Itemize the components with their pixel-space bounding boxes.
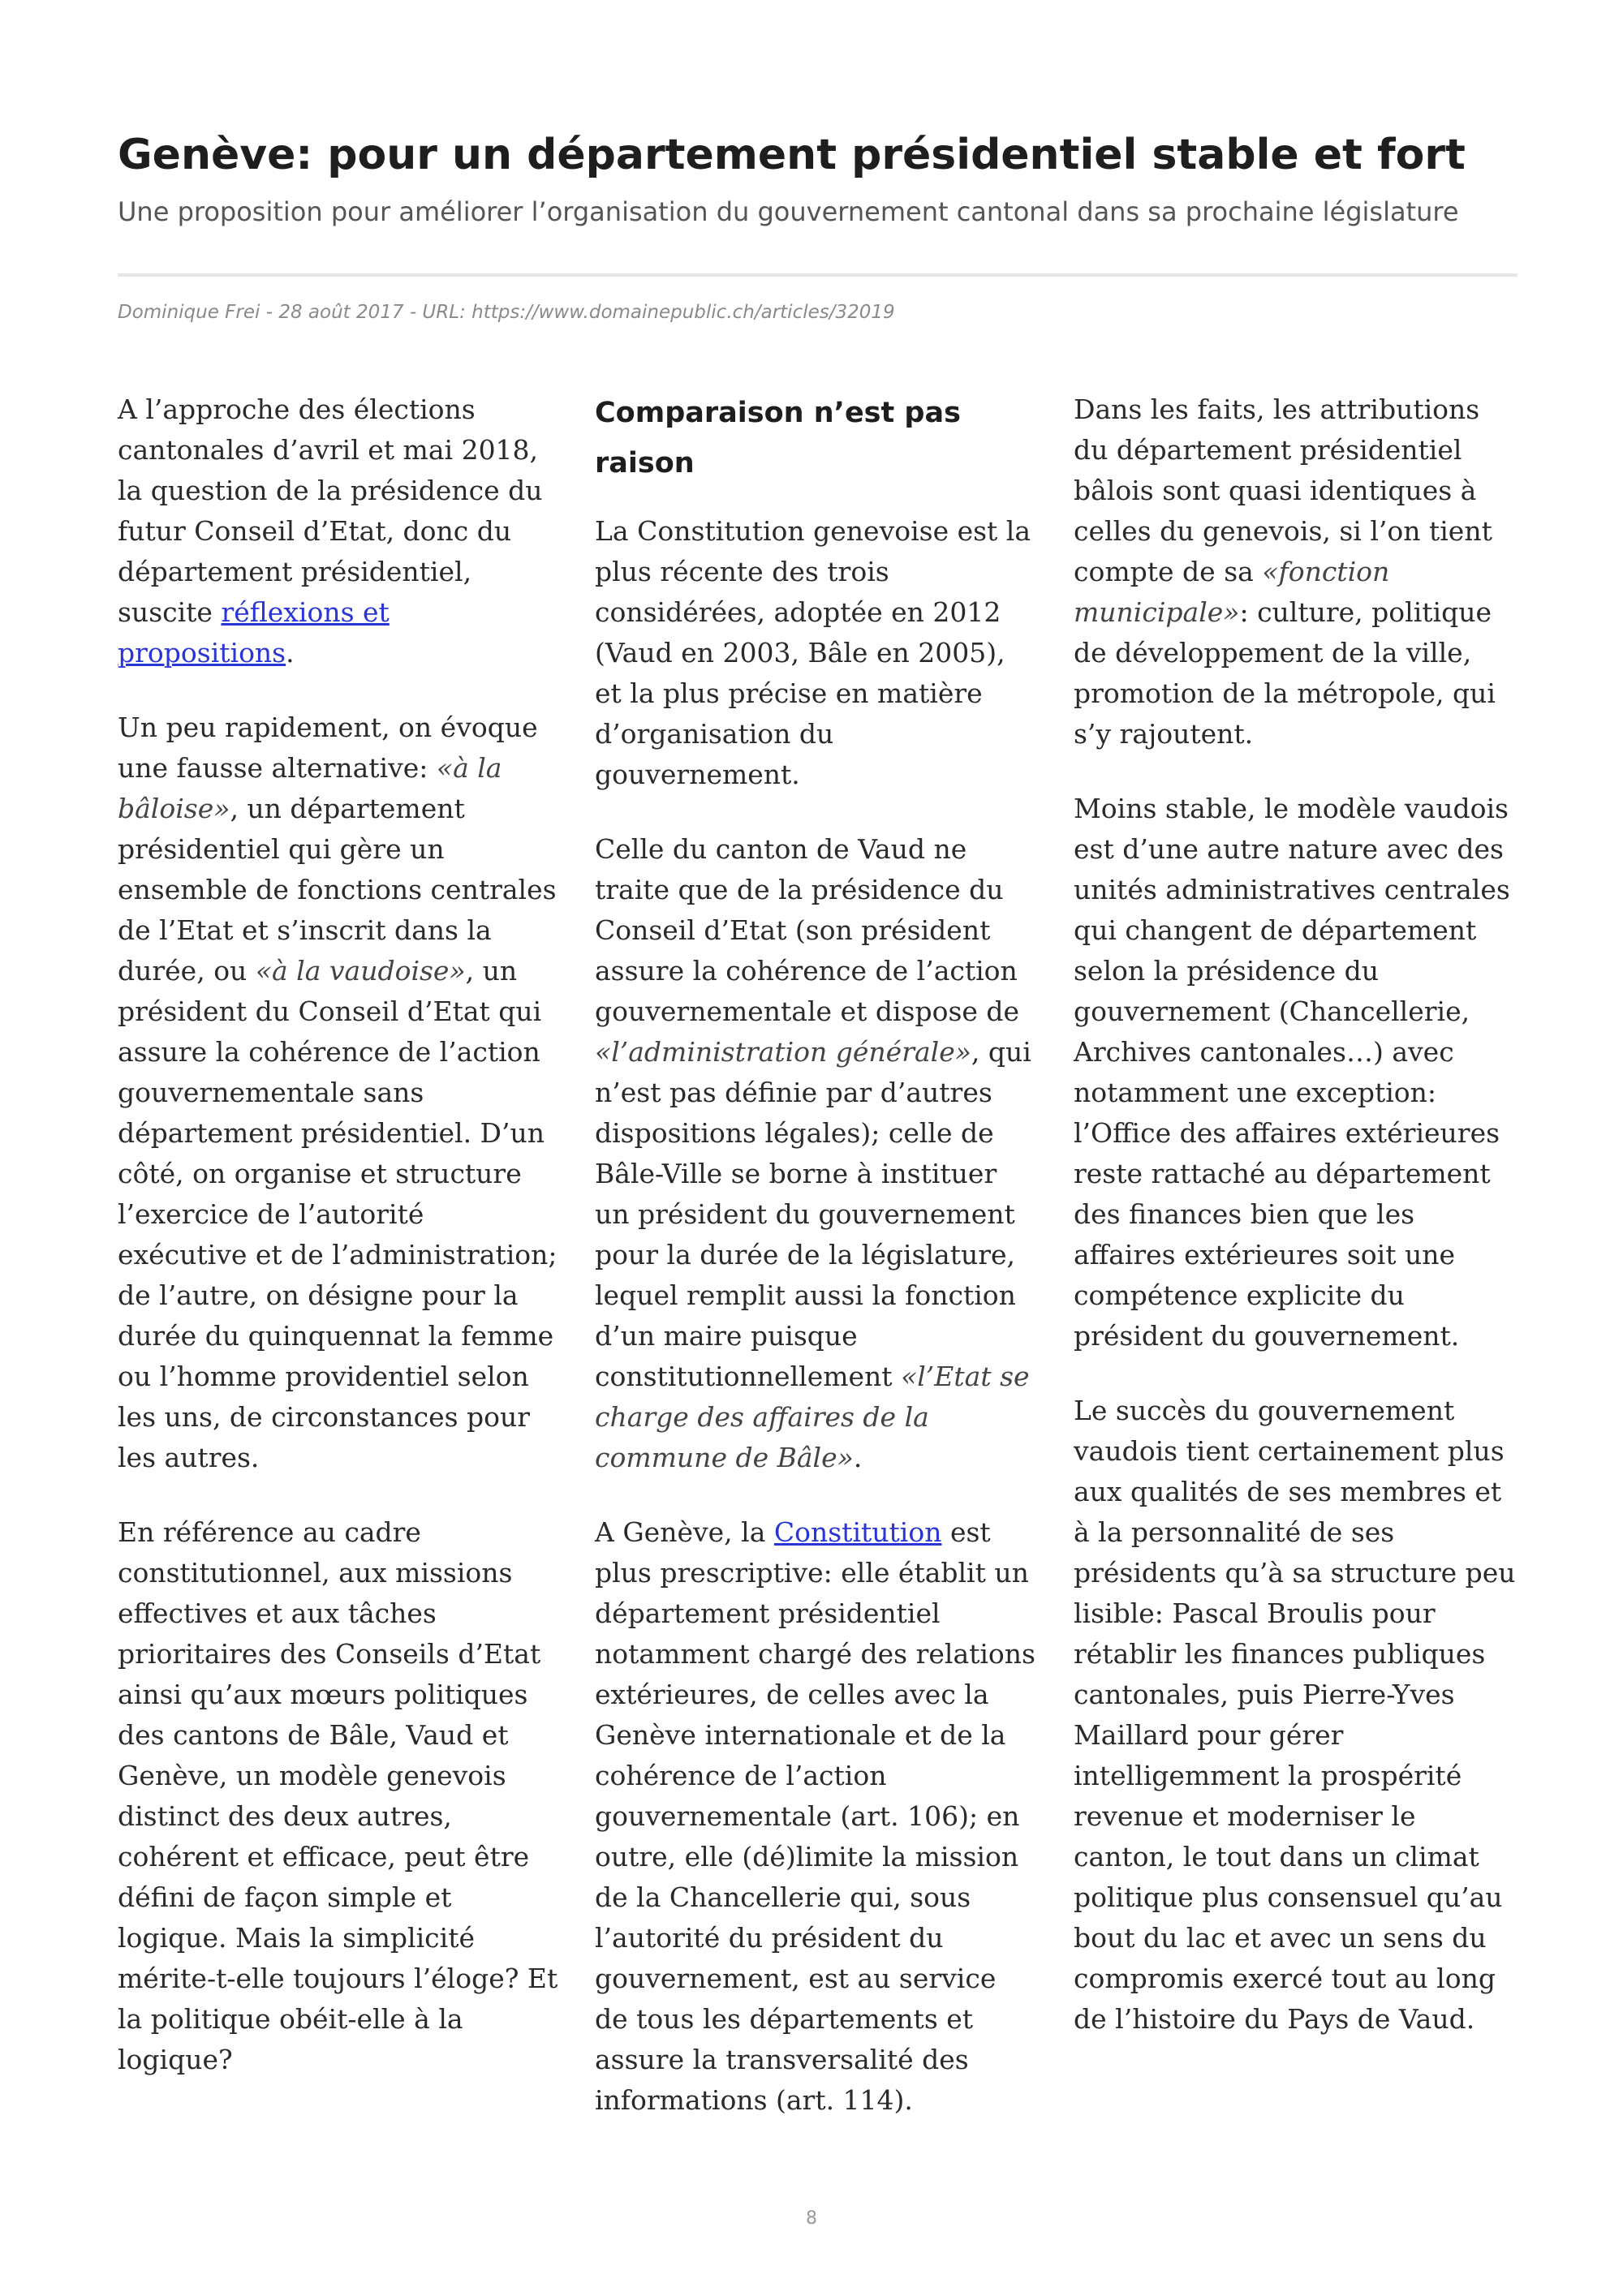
paragraph [595,1512,1037,2121]
text-run: , un président du Conseil d’Etat qui assure la cohérence de l’action gouvernementale sans département présidentiel. D’un côté, on organise et structure l’exercice de l’autorité exécutive et de l’administration; de l’autre, on désigne pour la durée du quinquennat la femme ou l’homme providentiel selon les uns, de circonstances pour les autres. [118,955,558,1473]
text-run: . [853,1442,863,1473]
text-run: A l’approche des élections cantonales d’avril et mai 2018, la question de la présidence du futur Conseil d’Etat, donc du département présidentiel, suscite [118,393,543,628]
text-run: . [286,637,295,669]
article-header [118,130,1518,227]
paragraph: Le succès du gouvernement vaudois tient certainement plus aux qualités de ses membres et à la personnalité de ses présidents qu’à sa structure peu lisible: Pascal Broulis pour rétablir les finances publiques cantonales, puis Pierre-Yves Maillard pour gérer intelligemment la prospérité revenue et moderniser le canton, le tout dans un climat politique plus consensuel qu’au bout du lac et avec un sens du compromis exercé tout au long de l’histoire du Pays de Vaud. [1074,1395,1516,2035]
text-run: : culture, politique de développement de la ville, promotion de la métropole, qui s’y rajoutent. [1074,596,1496,750]
link-reflexions-propositions[interactable]: réflexions et propositions [118,596,390,669]
section-heading: Comparaison n’est pas raison [595,397,961,479]
text-run: , qui n’est pas définie par d’autres dispositions légales); celle de Bâle-Ville se borne à instituer un président du gouvernement pour la durée de la législature, lequel remplit aussi la fonction d’un maire puisque constitutionnellement [595,1036,1031,1392]
italic-quote: «à la bâloise» [118,752,502,824]
article-title: Genève: pour un département présidentiel stable et fort [118,131,1466,179]
text-run: Un peu rapidement, on évoque une fausse alternative: [118,712,538,784]
paragraph: La Constitution genevoise est la plus récente des trois considérées, adoptée en 2012 (Vaud en 2003, Bâle en 2005), et la plus précise en matière d’organisation du gouvernement. [595,515,1031,790]
paragraph [118,707,560,1478]
text-run: A Genève, la [595,1516,774,1548]
paragraph [595,829,1037,1478]
text-run: Dans les faits, les attributions du département présidentiel bâlois sont quasi identiques à celles du genevois, si l’on tient compte de sa [1074,393,1492,587]
article-byline: Dominique Frei - 28 août 2017 - URL: https://www.domainepublic.ch/articles/32019 [118,302,895,323]
text-column-2 [595,389,1037,2155]
italic-quote: «l’administration générale» [595,1036,971,1068]
text-column-1 [118,389,560,2114]
text-run: , un département présidentiel qui gère un ensemble de fonctions centrales de l’Etat et s’inscrit dans la durée, ou [118,793,557,987]
link-constitution[interactable]: Constitution [773,1516,942,1548]
header-divider [118,273,1518,277]
article-subtitle: Une proposition pour améliorer l’organisation du gouvernement cantonal dans sa prochaine législature [118,196,1459,228]
paragraph [118,389,560,673]
italic-quote: «l’Etat se charge des affaires de la commune de Bâle» [595,1361,1030,1473]
text-column-3 [1074,389,1516,2074]
italic-quote: «à la vaudoise» [255,955,466,987]
page-number: 8 [806,2208,817,2229]
italic-quote: «fonction municipale» [1074,556,1390,628]
paragraph: Moins stable, le modèle vaudois est d’une autre nature avec des unités administratives centrales qui changent de département selon la présidence du gouvernement (Chancellerie, Archives cantonales…) avec notamment une exception: l’Office des affaires extérieures reste rattaché au département des finances bien que les affaires extérieures soit une compétence explicite du président du gouvernement. [1074,793,1510,1352]
paragraph: En référence au cadre constitutionnel, aux missions effectives et aux tâches prioritaires des Conseils d’Etat ainsi qu’aux mœurs politiques des cantons de Bâle, Vaud et Genève, un modèle genevois distinct des deux autres, cohérent et efficace, peut être défini de façon simple et logique. Mais la simplicité mérite-t-elle toujours l’éloge? Et la politique obéit-elle à la logique? [118,1516,558,2075]
text-run: est plus prescriptive: elle établit un département présidentiel notamment chargé des relations extérieures, de celles avec la Genève internationale et de la cohérence de l’action gouvernementale (art. 106); en outre, elle (dé)limite la mission de la Chancellerie qui, sous l’autorité du président du gouvernement, est au service de tous les départements et assure la transversalité des informations (art. 114). [595,1516,1035,2116]
text-run: Celle du canton de Vaud ne traite que de la présidence du Conseil d’Etat (son président assure la cohérence de l’action gouvernementale et dispose de [595,833,1020,1027]
paragraph [1074,389,1516,755]
